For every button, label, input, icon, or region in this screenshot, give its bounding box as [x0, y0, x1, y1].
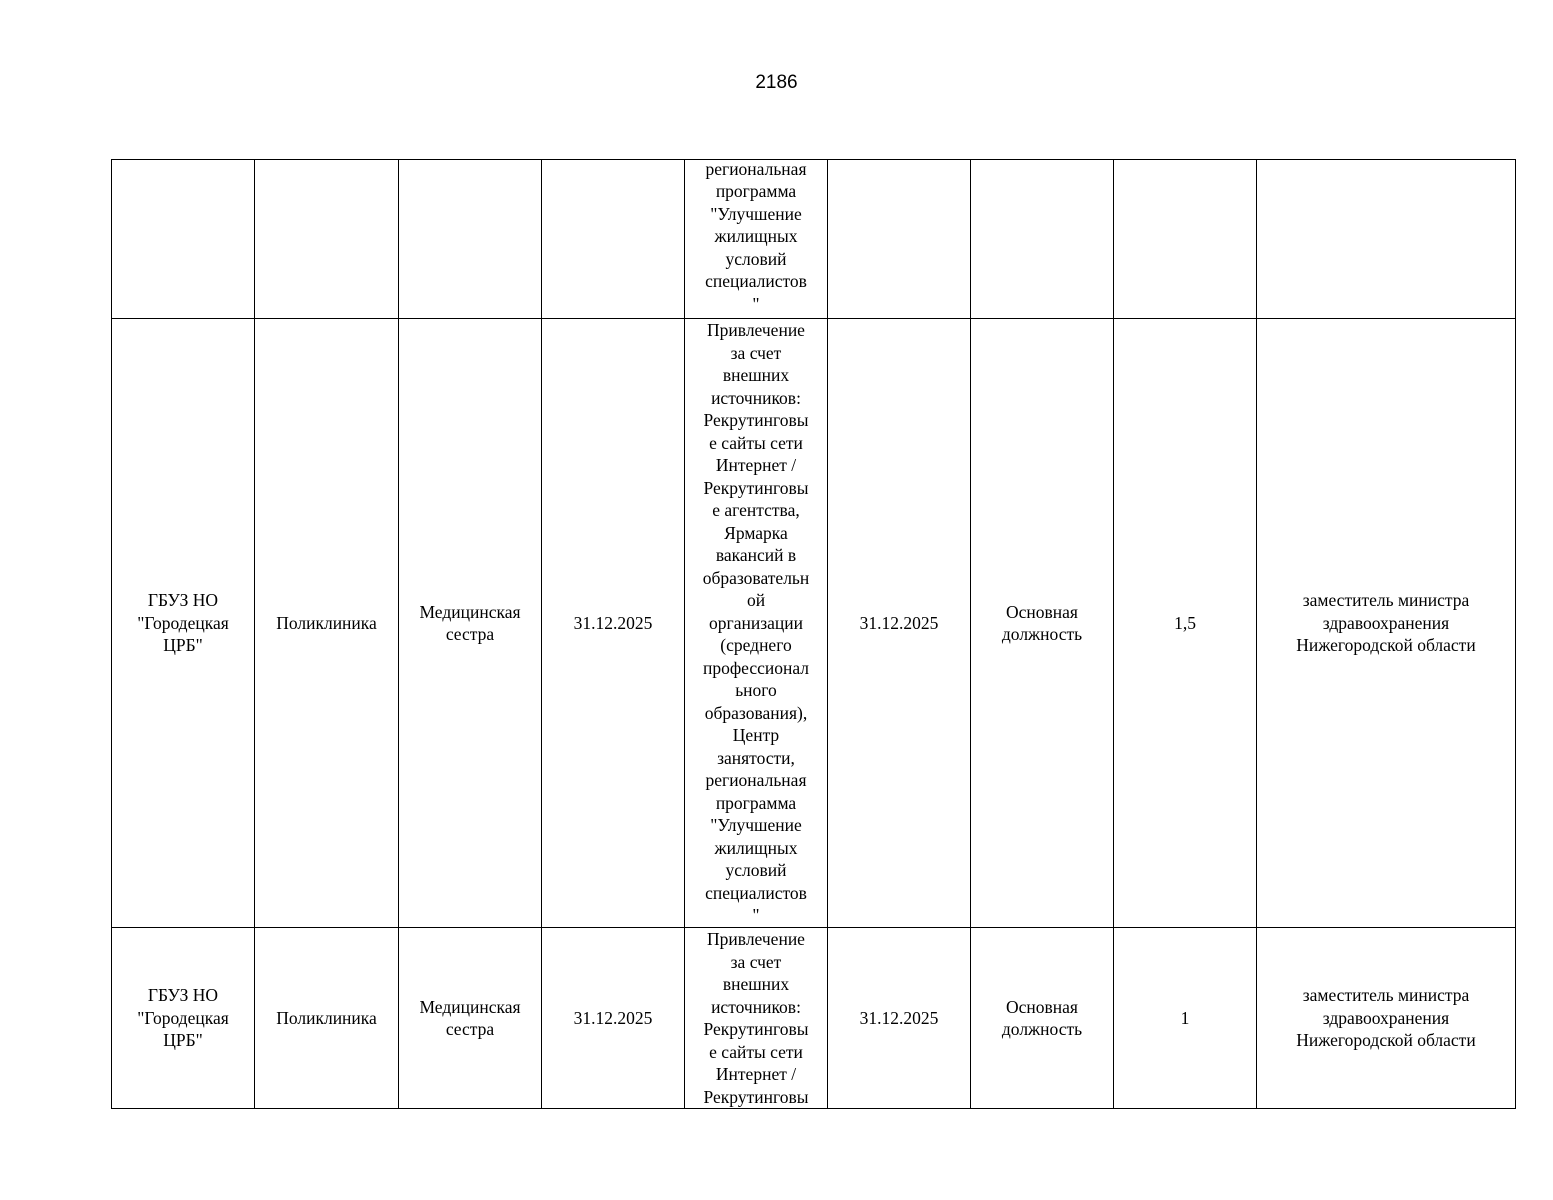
rate-cell — [1114, 928, 1257, 1109]
cell-text-line: источников: — [711, 387, 801, 408]
cell-text-line: Поликлиника — [276, 612, 377, 633]
cell-text-line: Привлечение — [707, 929, 805, 949]
cell-text-line: Рекрутинговы — [703, 477, 809, 498]
cell-text-line: Рекрутинговы — [703, 1086, 809, 1107]
date-cell — [828, 928, 971, 1109]
cell-text-line: 1,5 — [1174, 612, 1196, 633]
date-cell — [828, 160, 971, 319]
cell-text-line: Рекрутинговы — [703, 1019, 809, 1039]
cell-text-line: сестра — [445, 1019, 495, 1039]
cell-text-line: 31.12.2025 — [859, 1007, 939, 1028]
cell-text-line: программа — [715, 792, 797, 813]
cell-text-line: 31.12.2025 — [573, 612, 653, 633]
responsible-cell — [1257, 160, 1516, 319]
cell-text-line: е агентства, — [712, 500, 800, 521]
cell-text-line: ьного — [735, 680, 777, 701]
cell-text-line: 1 — [1180, 1007, 1190, 1028]
measures-cell — [685, 928, 828, 1109]
org-cell — [112, 928, 255, 1109]
cell-text-line: ЦРБ" — [163, 635, 203, 656]
cell-text-line: здравоохранения — [1322, 612, 1450, 633]
position-cell — [399, 928, 542, 1109]
cell-text-line: профессионал — [702, 657, 810, 678]
page-number: 2186 — [755, 72, 798, 93]
cell-text-line: условий — [725, 860, 787, 881]
cell-text-line: заместитель министра — [1302, 985, 1470, 1006]
cell-text-line: ой — [746, 590, 766, 611]
employment-type-cell — [971, 160, 1114, 319]
cell-text-line: за счет — [730, 342, 782, 363]
cell-text-line: "Городецкая — [137, 612, 229, 633]
cell-text-line: ЦРБ" — [163, 1030, 203, 1051]
cell-text-line: вакансий в — [715, 545, 797, 566]
measures-cell — [685, 319, 828, 928]
cell-text-line: сестра — [445, 624, 495, 644]
cell-text-line: (среднего — [720, 635, 792, 656]
responsible-cell — [1257, 928, 1516, 1109]
cell-text-line: " — [752, 905, 760, 926]
unit-cell — [255, 160, 399, 319]
cell-text-line: Нижегородской области — [1296, 1030, 1476, 1051]
cell-text-line: образования), — [704, 702, 808, 723]
org-cell — [112, 160, 255, 319]
cell-text-line: 31.12.2025 — [859, 612, 939, 633]
unit-cell — [255, 928, 399, 1109]
deadline-cell — [542, 160, 685, 319]
cell-text-line: жилищных — [714, 837, 798, 858]
cell-text-line: ГБУЗ НО — [147, 590, 219, 611]
org-cell — [112, 319, 255, 928]
table-row — [112, 160, 1516, 319]
cell-text-line: Медицинская — [419, 601, 521, 622]
cell-text-line: Интернет / — [715, 455, 797, 476]
cell-text-line: Основная — [1006, 601, 1078, 622]
table-row — [112, 319, 1516, 928]
document-table — [111, 159, 1516, 1109]
employment-type-cell — [971, 319, 1114, 928]
cell-text-line: должность — [1001, 624, 1083, 644]
cell-text-line: " — [752, 293, 760, 314]
cell-text-line: образовательн — [702, 567, 810, 588]
deadline-cell — [542, 319, 685, 928]
cell-text-line: е сайты сети — [709, 1041, 803, 1062]
responsible-cell — [1257, 319, 1516, 928]
position-cell — [399, 319, 542, 928]
cell-text-line: заместитель министра — [1302, 590, 1470, 611]
measures-cell — [685, 160, 828, 319]
cell-text-line: Интернет / — [715, 1064, 797, 1084]
deadline-cell — [542, 928, 685, 1109]
employment-type-cell — [971, 928, 1114, 1109]
cell-text-line: Рекрутинговы — [703, 410, 809, 431]
cell-text-line: е сайты сети — [709, 432, 803, 453]
cell-text-line: специалистов — [705, 882, 807, 903]
cell-text-line: Медицинская — [419, 996, 521, 1017]
cell-text-line: Основная — [1006, 996, 1078, 1017]
cell-text-line: "Улучшение — [710, 203, 802, 224]
date-cell — [828, 319, 971, 928]
cell-text-line: за счет — [730, 951, 782, 972]
cell-text-line: Поликлиника — [276, 1007, 377, 1028]
cell-text-line: "Улучшение — [710, 815, 802, 836]
cell-text-line: организации — [709, 612, 803, 633]
cell-text-line: Нижегородской области — [1296, 635, 1476, 656]
cell-text-line: Ярмарка — [724, 522, 788, 543]
cell-text-line: ГБУЗ НО — [147, 985, 219, 1006]
cell-text-line: Привлечение — [707, 320, 805, 341]
cell-text-line: должность — [1001, 1019, 1083, 1039]
cell-text-line: Центр — [732, 725, 780, 746]
cell-text-line: занятости, — [717, 747, 795, 768]
table-row — [112, 928, 1516, 1109]
cell-text-line: 31.12.2025 — [573, 1007, 653, 1028]
cell-text-line: источников: — [711, 996, 801, 1017]
cell-text-line: условий — [725, 248, 787, 269]
cell-text-line: "Городецкая — [137, 1007, 229, 1028]
cell-text-line: внешних — [722, 365, 790, 386]
cell-text-line: региональная — [705, 770, 807, 791]
cell-text-line: специалистов — [705, 271, 807, 292]
cell-text-line: жилищных — [714, 226, 798, 247]
cell-text-line: программа — [715, 181, 797, 202]
rate-cell — [1114, 319, 1257, 928]
rate-cell — [1114, 160, 1257, 319]
cell-text-line: здравоохранения — [1322, 1007, 1450, 1028]
cell-text-line: внешних — [722, 974, 790, 994]
cell-text-line: региональная — [705, 159, 807, 179]
position-cell — [399, 160, 542, 319]
unit-cell — [255, 319, 399, 928]
